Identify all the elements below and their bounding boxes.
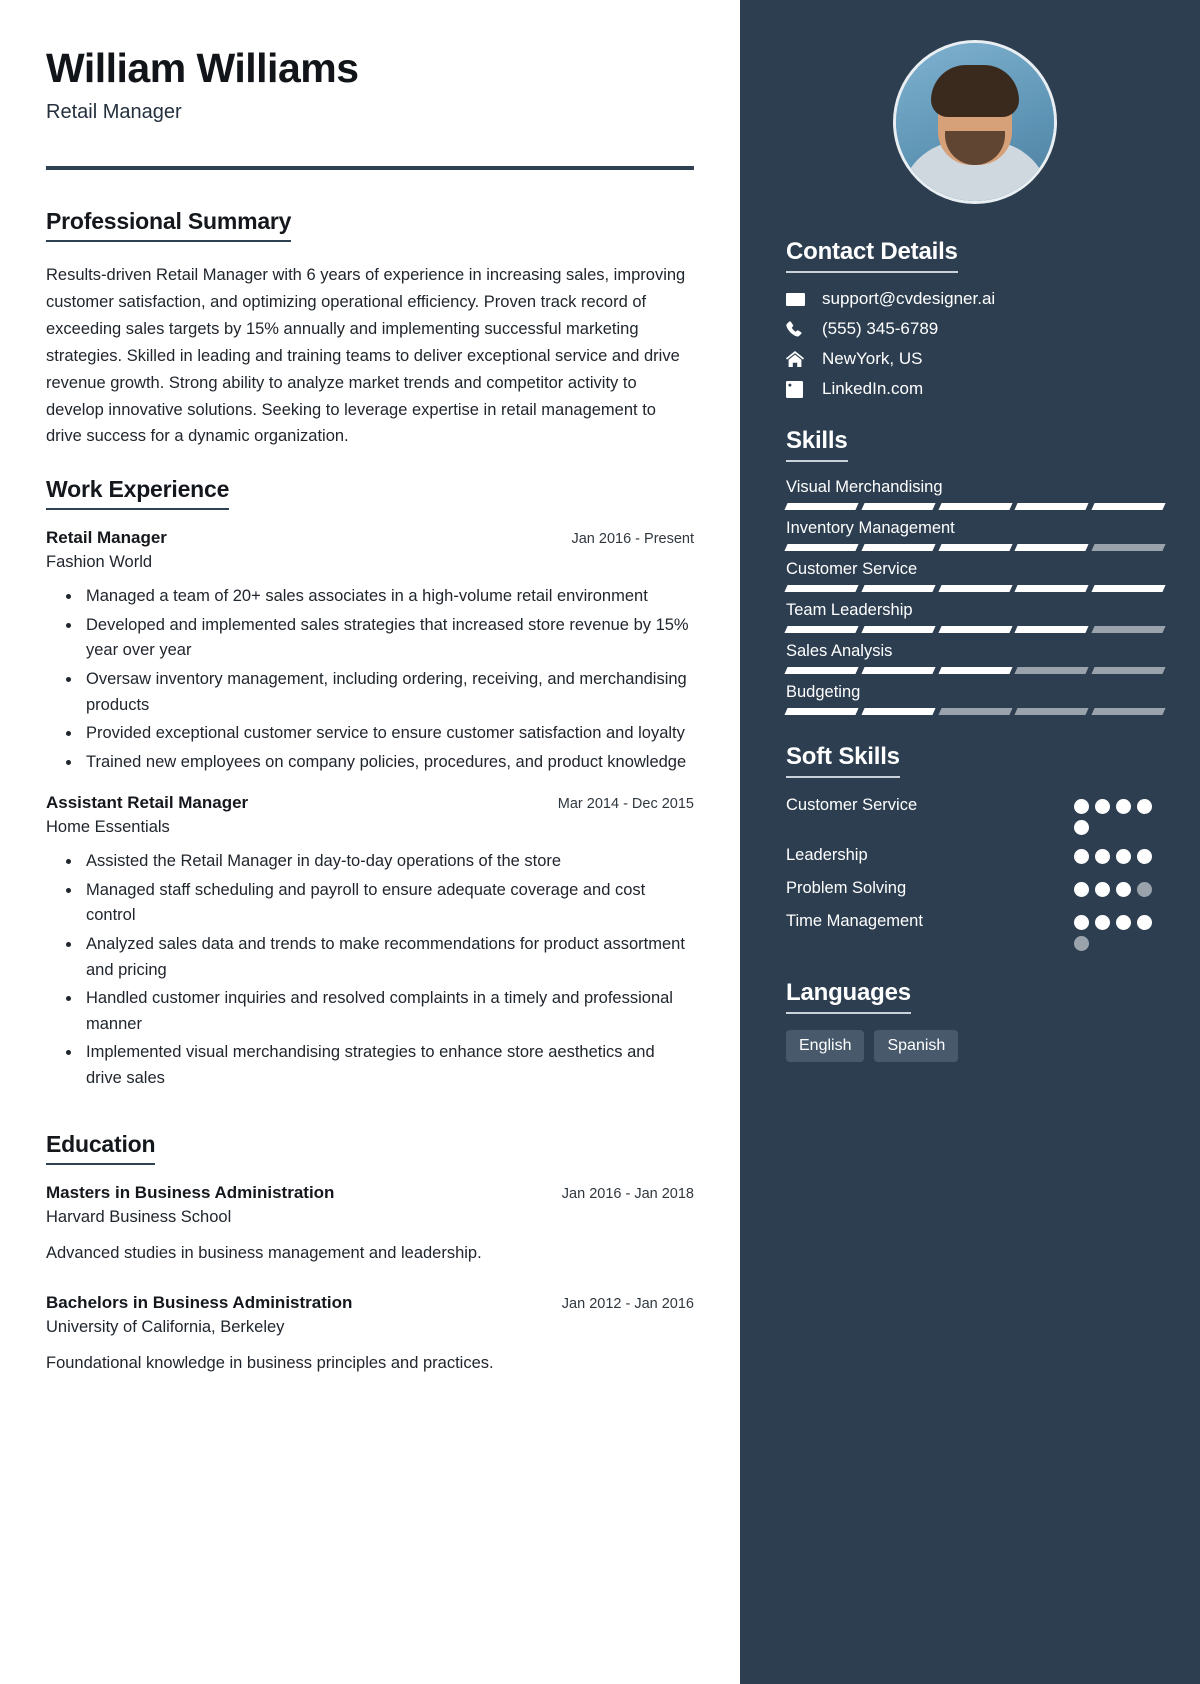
work-bullet: • Managed staff scheduling and payroll to ensure adequate coverage and cost control [82, 878, 694, 929]
language-tag: Spanish [874, 1030, 958, 1062]
skill-bar-segment [784, 667, 858, 674]
rating-dot [1095, 849, 1110, 864]
skill-bar-segment [861, 503, 935, 510]
rating-dot [1137, 915, 1152, 930]
section-education [46, 1131, 694, 1376]
rating-dot [1116, 799, 1131, 814]
summary-paragraph: Results-driven Retail Manager with 6 years of experience in increasing sales, improving customer satisfaction, and optimizing operational efficiency. Proven track record of exceeding sales targets by 15% annually and implementing successful marketing strategies. Skilled in leading and training teams to deliver exceptional service and drive revenue growth. Strong ability to analyze market trends and competitor activity to develop innovative solutions. Seeking to leverage expertise in retail management to drive success for a dynamic organization. [46, 266, 686, 446]
linkedin-icon [786, 381, 812, 398]
skill-row [786, 601, 1164, 633]
skill-rating-bar [786, 626, 1164, 633]
work-job-title: Retail Manager [46, 528, 167, 548]
rating-dot [1116, 849, 1131, 864]
skill-bar-segment [938, 667, 1012, 674]
contact-value-phone: (555) 345-6789 [822, 319, 939, 338]
avatar-container [786, 40, 1164, 204]
rating-dot [1095, 882, 1110, 897]
rating-dot [1095, 915, 1110, 930]
skill-bar-segment [938, 503, 1012, 510]
avatar [893, 40, 1057, 204]
skill-label: Team Leadership [786, 601, 913, 619]
education-entry [46, 1293, 694, 1377]
education-date-range: Jan 2016 - Jan 2018 [561, 1186, 694, 1203]
soft-skill-label: Time Management [786, 911, 923, 930]
work-bullet-list [46, 584, 694, 775]
section-work-experience [46, 476, 694, 1091]
skill-bar-segment [1015, 585, 1089, 592]
skill-bar-segment [1092, 708, 1166, 715]
work-bullet: • Developed and implemented sales strategies that increased store revenue by 15% year over year [82, 613, 694, 664]
skill-bar-segment [784, 626, 858, 633]
soft-skill-dots [1074, 877, 1164, 897]
envelope-icon [786, 292, 812, 307]
sidebar-section-soft-skills [786, 743, 1164, 951]
soft-skill-label: Customer Service [786, 796, 918, 814]
skill-bar-segment [1092, 503, 1166, 510]
skill-row [786, 560, 1164, 592]
education-school: University of California, Berkeley [46, 1317, 285, 1336]
soft-skill-row [786, 794, 1164, 835]
section-title-education: Education [46, 1131, 155, 1165]
contact-item-email[interactable] [786, 289, 1164, 309]
skill-row [786, 478, 1164, 510]
skill-bar-segment [784, 708, 858, 715]
rating-dot [1137, 849, 1152, 864]
contact-list [786, 289, 1164, 399]
section-title-work: Work Experience [46, 476, 229, 510]
skill-bar-segment [938, 544, 1012, 551]
skill-bar-segment [938, 708, 1012, 715]
skill-row [786, 519, 1164, 551]
education-degree: Bachelors in Business Administration [46, 1292, 353, 1312]
sidebar-title-skills: Skills [786, 427, 848, 462]
work-entry [46, 528, 694, 775]
skills-list [786, 478, 1164, 715]
work-bullet: • Provided exceptional customer service to ensure customer satisfaction and loyalty [82, 721, 694, 747]
rating-dot [1074, 799, 1089, 814]
rating-dot [1074, 849, 1089, 864]
skill-bar-segment [938, 626, 1012, 633]
skill-bar-segment [784, 585, 858, 592]
work-company: Fashion World [46, 553, 153, 572]
skill-rating-bar [786, 708, 1164, 715]
phone-icon [786, 321, 812, 338]
work-bullet-list [46, 849, 694, 1091]
sidebar-section-contact [786, 238, 1164, 399]
rating-dot [1074, 936, 1089, 951]
rating-dot [1137, 799, 1152, 814]
skill-label: Inventory Management [786, 519, 955, 537]
education-description: Foundational knowledge in business principles and practices. [46, 1353, 494, 1372]
work-bullet: • Managed a team of 20+ sales associates in a high-volume retail environment [82, 584, 694, 610]
candidate-role: Retail Manager [46, 101, 182, 124]
soft-skill-dots [1074, 910, 1164, 951]
skill-bar-segment [938, 585, 1012, 592]
work-bullet: • Analyzed sales data and trends to make recommendations for product assortment and pricing [82, 932, 694, 983]
header-block [46, 46, 694, 170]
sidebar-section-languages [786, 979, 1164, 1062]
work-bullet: • Implemented visual merchandising strategies to enhance store aesthetics and drive sales [82, 1040, 694, 1091]
sidebar-title-contact: Contact Details [786, 238, 958, 273]
education-degree: Masters in Business Administration [46, 1183, 335, 1203]
rating-dot [1095, 799, 1110, 814]
skill-bar-segment [861, 544, 935, 551]
work-job-title: Assistant Retail Manager [46, 793, 249, 813]
soft-skill-dots [1074, 844, 1164, 864]
skill-bar-segment [1015, 503, 1089, 510]
skill-label: Sales Analysis [786, 642, 893, 660]
work-bullet: • Handled customer inquiries and resolved complaints in a timely and professional manner [82, 986, 694, 1037]
soft-skill-row [786, 877, 1164, 901]
skill-row [786, 642, 1164, 674]
skill-rating-bar [786, 544, 1164, 551]
contact-value-email: support@cvdesigner.ai [822, 289, 996, 308]
section-professional-summary [46, 208, 694, 450]
contact-item-linkedin[interactable] [786, 379, 1164, 399]
skill-label: Visual Merchandising [786, 478, 943, 496]
skill-bar-segment [1092, 667, 1166, 674]
contact-value-location: NewYork, US [822, 349, 923, 368]
work-entry-header [46, 528, 694, 548]
skill-rating-bar [786, 667, 1164, 674]
sidebar-title-soft-skills: Soft Skills [786, 743, 900, 778]
education-school: Harvard Business School [46, 1208, 232, 1227]
resume-sidebar [740, 0, 1200, 1684]
skill-bar-segment [1015, 544, 1089, 551]
rating-dot [1074, 820, 1089, 835]
rating-dot [1074, 882, 1089, 897]
skill-label: Budgeting [786, 683, 861, 701]
soft-skill-label: Leadership [786, 846, 868, 864]
sidebar-section-skills [786, 427, 1164, 715]
skill-label: Customer Service [786, 560, 918, 578]
soft-skill-label: Problem Solving [786, 878, 907, 897]
education-entry-header [46, 1183, 694, 1203]
soft-skill-row [786, 844, 1164, 868]
education-date-range: Jan 2012 - Jan 2016 [561, 1295, 694, 1312]
soft-skill-dots [1074, 794, 1164, 835]
skill-bar-segment [784, 544, 858, 551]
home-icon [786, 351, 812, 367]
skill-bar-segment [1092, 544, 1166, 551]
skill-bar-segment [1015, 708, 1089, 715]
education-entry-header [46, 1293, 694, 1313]
rating-dot [1074, 915, 1089, 930]
work-company: Home Essentials [46, 818, 170, 837]
skill-bar-segment [1015, 667, 1089, 674]
work-bullet: • Oversaw inventory management, including ordering, receiving, and merchandising products [82, 667, 694, 718]
rating-dot [1116, 915, 1131, 930]
education-description: Advanced studies in business management and leadership. [46, 1244, 482, 1263]
skill-bar-segment [861, 708, 935, 715]
contact-item-location[interactable] [786, 349, 1164, 369]
skill-row [786, 683, 1164, 715]
rating-dot [1116, 882, 1131, 897]
skill-rating-bar [786, 585, 1164, 592]
language-tag: English [786, 1030, 864, 1062]
work-entry-header [46, 793, 694, 813]
work-bullet: • Assisted the Retail Manager in day-to-day operations of the store [82, 849, 694, 875]
sidebar-title-languages: Languages [786, 979, 911, 1014]
section-title-summary: Professional Summary [46, 208, 291, 242]
skill-bar-segment [861, 667, 935, 674]
soft-skills-list [786, 794, 1164, 951]
rating-dot [1137, 882, 1152, 897]
soft-skill-row [786, 910, 1164, 951]
candidate-name: William Williams [46, 45, 359, 91]
work-date-range: Mar 2014 - Dec 2015 [557, 796, 694, 813]
skill-bar-segment [861, 626, 935, 633]
work-bullet: • Trained new employees on company policies, procedures, and product knowledge [82, 750, 694, 776]
contact-value-linkedin: LinkedIn.com [822, 379, 924, 398]
skill-rating-bar [786, 503, 1164, 510]
skill-bar-segment [784, 503, 858, 510]
contact-item-phone[interactable] [786, 319, 1164, 339]
skill-bar-segment [1092, 626, 1166, 633]
work-entry [46, 793, 694, 1091]
header-divider [46, 166, 694, 170]
skill-bar-segment [861, 585, 935, 592]
skill-bar-segment [1015, 626, 1089, 633]
work-date-range: Jan 2016 - Present [571, 531, 694, 548]
avatar-hair [931, 65, 1019, 117]
languages-list [786, 1030, 1164, 1062]
education-entry [46, 1183, 694, 1267]
skill-bar-segment [1092, 585, 1166, 592]
